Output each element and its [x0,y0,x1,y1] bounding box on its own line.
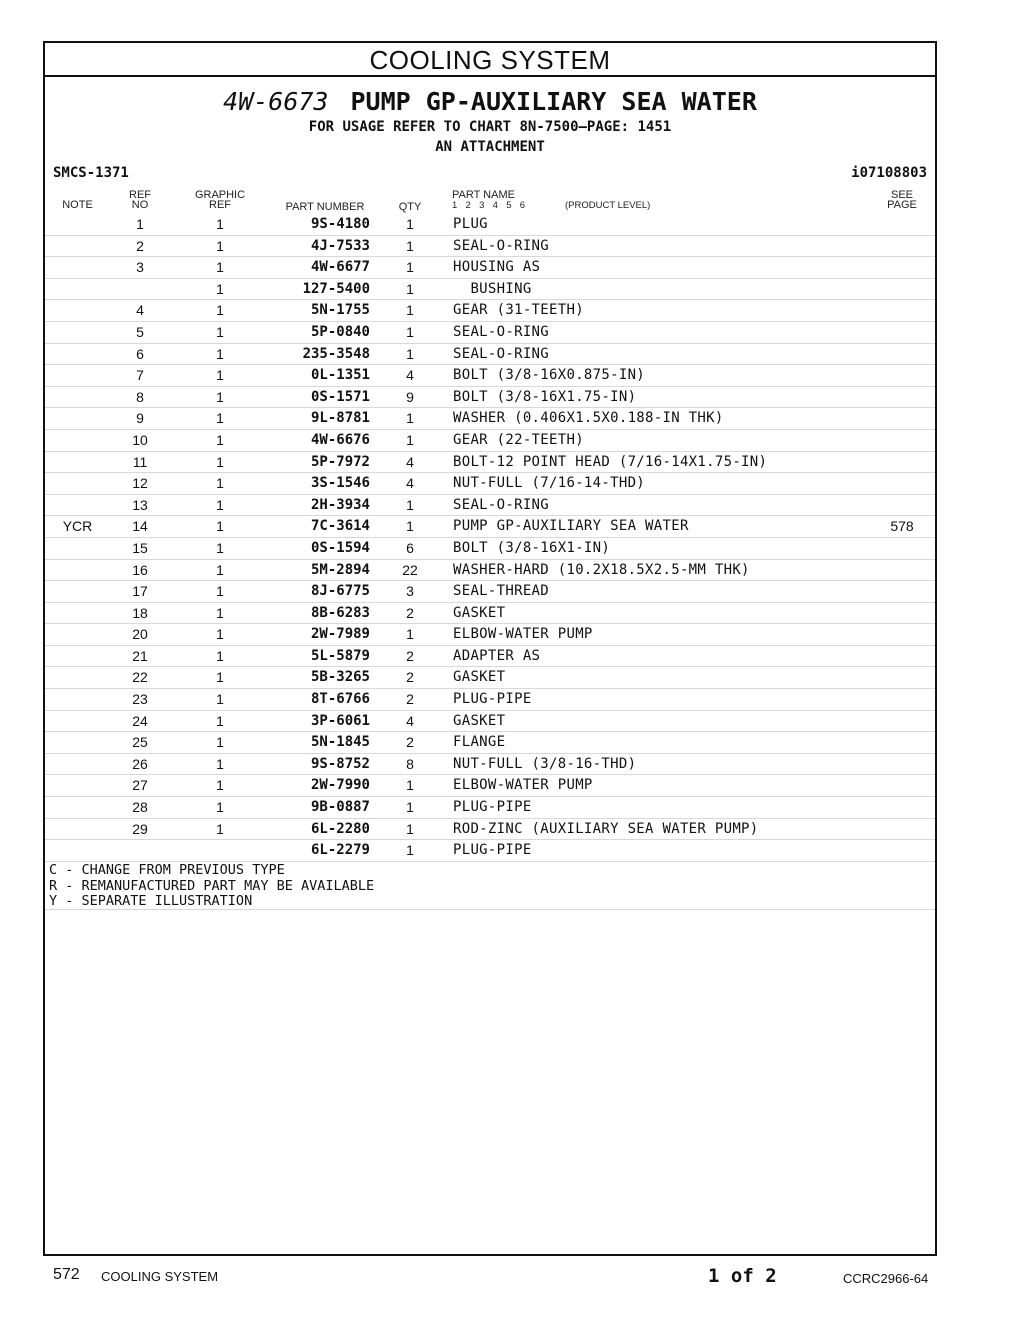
ref-no-cell: 27 [132,777,148,794]
qty-cell: 1 [406,518,414,535]
ref-no-cell: 28 [132,799,148,816]
part-name-cell: SEAL-O-RING [453,323,550,340]
table-row [45,473,935,495]
note-cell: YCR [62,518,93,535]
qty-cell: 1 [406,777,414,794]
illustration-id: i07108803 [851,165,927,181]
ref-no-cell: 1 [136,216,144,232]
part-number-cell: 5M-2894 [310,561,370,578]
qty-cell: 1 [406,410,414,427]
graphic-ref-cell: 1 [216,259,224,276]
graphic-ref-cell: 1 [216,216,224,232]
table-row [45,732,935,754]
usage-line: FOR USAGE REFER TO CHART 8N-7500—PAGE: 1451 [308,119,672,135]
part-number-cell: 9B-0887 [310,799,370,816]
part-number-cell: 3S-1546 [310,475,370,492]
ref-no-cell: 26 [132,755,148,772]
qty-cell: 1 [406,842,414,859]
qty-cell: 2 [406,604,414,621]
group-part-title: PUMP GP-AUXILIARY SEA WATER [350,87,757,116]
ref-no-cell: 2 [136,237,144,254]
ref-no-cell: 20 [132,626,148,643]
table-row [45,387,935,409]
ref-no-cell: 13 [132,496,148,513]
qty-cell: 2 [406,734,414,751]
part-name-cell: HOUSING AS [453,259,541,276]
col-part-name: PART NAME [452,189,515,201]
column-headers [45,188,935,214]
ref-no-cell: 29 [132,820,148,837]
qty-cell: 4 [406,453,414,470]
graphic-ref-cell: 1 [216,323,224,340]
part-number-cell: 2W-7990 [310,777,370,794]
part-name-cell: SEAL-O-RING [453,237,550,254]
graphic-ref-cell: 1 [216,280,224,297]
qty-cell: 2 [406,691,414,708]
graphic-ref-cell: 1 [216,367,224,384]
graphic-ref-cell: 1 [216,691,224,708]
part-number-cell: 6L-2279 [310,842,370,859]
part-name-cell: PLUG [453,216,488,232]
table-row [45,430,935,452]
part-number-cell: 2H-3934 [310,496,370,513]
table-row [45,538,935,560]
notes-divider [45,909,935,910]
part-number-cell: 235-3548 [302,345,370,362]
footer-page-number: 572 [53,1266,80,1283]
ref-no-cell: 17 [132,583,148,600]
col-graphic-ref-2: REF [209,199,231,211]
qty-cell: 4 [406,367,414,384]
qty-cell: 1 [406,345,414,362]
ref-no-cell: 4 [136,302,144,319]
table-row [45,840,935,862]
part-name-cell: BUSHING [453,280,532,297]
part-name-cell: SEAL-O-RING [453,345,550,362]
part-name-cell: BOLT (3/8-16X1-IN) [453,539,611,556]
ref-no-cell: 8 [136,388,144,405]
part-name-cell: PLUG-PIPE [453,842,532,859]
graphic-ref-cell: 1 [216,712,224,729]
graphic-ref-cell: 1 [216,518,224,535]
ref-no-cell: 7 [136,367,144,384]
ref-no-cell: 6 [136,345,144,362]
footer-doc-code: CCRC2966-64 [843,1271,929,1286]
table-row [45,603,935,625]
parts-list-frame [43,41,937,1256]
part-name-cell: BOLT (3/8-16X1.75-IN) [453,388,637,405]
qty-cell: 4 [406,475,414,492]
table-row [45,408,935,430]
qty-cell: 3 [406,583,414,600]
table-row [45,581,935,603]
col-ref-no-1: REF [129,189,151,201]
table-row [45,775,935,797]
graphic-ref-cell: 1 [216,539,224,556]
table-row [45,689,935,711]
part-number-cell: 5N-1845 [310,734,370,751]
part-number-cell: 2W-7989 [310,626,370,643]
graphic-ref-cell: 1 [216,345,224,362]
part-name-cell: SEAL-O-RING [453,496,550,513]
part-number-cell: 8J-6775 [310,583,370,600]
see-page-cell: 578 [890,518,914,535]
graphic-ref-cell: 1 [216,799,224,816]
part-number-cell: 9L-8781 [310,410,370,427]
ref-no-cell: 14 [132,518,148,535]
part-name-cell: GEAR (31-TEETH) [453,302,584,319]
qty-cell: 2 [406,669,414,686]
graphic-ref-cell: 1 [216,388,224,405]
smcs-row [53,165,927,185]
ref-no-cell: 12 [132,475,148,492]
part-number-cell: 5P-7972 [310,453,370,470]
part-number-cell: 7C-3614 [310,518,370,535]
smcs-code: SMCS-1371 [53,165,129,181]
part-number-cell: 0L-1351 [310,367,370,384]
col-note: NOTE [62,199,93,211]
ref-no-cell: 25 [132,734,148,751]
qty-cell: 1 [406,799,414,816]
table-row [45,257,935,279]
col-graphic-ref-1: GRAPHIC [194,189,246,201]
ref-no-cell: 10 [132,431,148,448]
note-line: R - REMANUFACTURED PART MAY BE AVAILABLE [49,877,375,894]
graphic-ref-cell: 1 [216,302,224,319]
part-name-cell: SEAL-THREAD [453,583,550,600]
qty-cell: 4 [406,712,414,729]
part-number-cell: 4W-6677 [310,259,370,276]
table-row [45,516,935,538]
part-name-cell: PLUG-PIPE [453,799,532,816]
graphic-ref-cell: 1 [216,453,224,470]
part-number-cell: 6L-2280 [310,820,370,837]
table-row [45,560,935,582]
note-line: Y - SEPARATE ILLUSTRATION [49,893,253,909]
qty-cell: 1 [406,302,414,319]
qty-cell: 6 [406,539,414,556]
ref-no-cell: 11 [132,453,148,470]
col-product-levels: 1 2 3 4 5 6 [452,200,527,211]
graphic-ref-cell: 1 [216,410,224,427]
graphic-ref-cell: 1 [216,475,224,492]
col-product-level-label: (PRODUCT LEVEL) [565,200,651,211]
graphic-ref-cell: 1 [216,237,224,254]
part-name-cell: BOLT-12 POINT HEAD (7/16-14X1.75-IN) [453,453,768,470]
part-number-cell: 9S-8752 [310,755,370,772]
part-name-cell: BOLT (3/8-16X0.875-IN) [453,367,646,384]
graphic-ref-cell: 1 [216,647,224,664]
qty-cell: 8 [406,755,414,772]
part-number-cell: 5N-1755 [310,302,370,319]
part-name-cell: ELBOW-WATER PUMP [453,777,593,794]
qty-cell: 1 [406,216,414,232]
part-name-cell: WASHER-HARD (10.2X18.5X2.5-MM THK) [453,561,750,578]
section-title: COOLING SYSTEM [45,43,935,77]
part-number-cell: 4W-6676 [310,431,370,448]
group-title-line [45,87,935,117]
part-number-cell: 9S-4180 [310,216,370,232]
part-number-cell: 5P-0840 [310,323,370,340]
col-see-page-1: SEE [890,189,913,201]
part-number-cell: 8B-6283 [310,604,370,621]
qty-cell: 1 [406,323,414,340]
graphic-ref-cell: 1 [216,734,224,751]
qty-cell: 1 [406,496,414,513]
table-row [45,452,935,474]
col-part-number: PART NUMBER [285,201,365,213]
part-number-cell: 4J-7533 [310,237,370,254]
graphic-ref-cell: 1 [216,669,224,686]
table-row [45,495,935,517]
part-number-cell: 0S-1571 [310,388,370,405]
table-row [45,300,935,322]
part-name-cell: NUT-FULL (3/8-16-THD) [453,755,637,772]
part-name-cell: ROD-ZINC (AUXILIARY SEA WATER PUMP) [453,820,759,837]
qty-cell: 22 [402,561,418,578]
part-name-cell: GASKET [453,712,506,729]
part-number-cell: 8T-6766 [310,691,370,708]
ref-no-cell: 21 [132,647,148,664]
part-name-cell: FLANGE [453,734,506,751]
graphic-ref-cell: 1 [216,777,224,794]
table-row [45,624,935,646]
ref-no-cell: 9 [136,410,144,427]
part-name-cell: GASKET [453,669,506,686]
table-row [45,646,935,668]
group-header [45,87,935,157]
graphic-ref-cell: 1 [216,604,224,621]
qty-cell: 2 [406,647,414,664]
parts-table [45,214,935,862]
table-row [45,236,935,258]
graphic-ref-cell: 1 [216,561,224,578]
part-name-cell: PLUG-PIPE [453,691,532,708]
table-row [45,754,935,776]
graphic-ref-cell: 1 [216,755,224,772]
table-row [45,819,935,841]
qty-cell: 1 [406,820,414,837]
table-row [45,279,935,301]
graphic-ref-cell: 1 [216,496,224,513]
graphic-ref-cell: 1 [216,820,224,837]
part-number-cell: 127-5400 [302,280,370,297]
table-row [45,322,935,344]
part-name-cell: NUT-FULL (7/16-14-THD) [453,475,646,492]
part-name-cell: PUMP GP-AUXILIARY SEA WATER [453,518,689,535]
part-name-cell: WASHER (0.406X1.5X0.188-IN THK) [453,410,724,427]
part-name-cell: GASKET [453,604,506,621]
table-row [45,214,935,236]
table-row [45,365,935,387]
footer-page-of: 1 of 2 [708,1265,777,1287]
part-name-cell: GEAR (22-TEETH) [453,431,584,448]
ref-no-cell: 3 [136,259,144,276]
ref-no-cell: 15 [132,539,148,556]
group-part-number: 4W-6673 [223,87,329,116]
graphic-ref-cell: 1 [216,583,224,600]
table-row [45,667,935,689]
footer-section: COOLING SYSTEM [101,1269,219,1284]
qty-cell: 1 [406,237,414,254]
graphic-ref-cell: 1 [216,626,224,643]
part-number-cell: 5B-3265 [310,669,370,686]
table-row [45,797,935,819]
table-row [45,711,935,733]
notes-legend [49,863,374,910]
qty-cell: 9 [406,388,414,405]
table-row [45,344,935,366]
part-name-cell: ADAPTER AS [453,647,541,664]
col-see-page-2: PAGE [887,199,917,211]
part-name-cell: ELBOW-WATER PUMP [453,626,593,643]
col-ref-no-2: NO [131,199,149,211]
ref-no-cell: 16 [132,561,148,578]
ref-no-cell: 22 [132,669,148,686]
qty-cell: 1 [406,431,414,448]
graphic-ref-cell: 1 [216,431,224,448]
qty-cell: 1 [406,280,414,297]
ref-no-cell: 23 [132,691,148,708]
ref-no-cell: 5 [136,323,144,340]
part-number-cell: 3P-6061 [310,712,370,729]
ref-no-cell: 24 [132,712,148,729]
part-number-cell: 5L-5879 [310,647,370,664]
note-line: C - CHANGE FROM PREVIOUS TYPE [49,862,285,878]
attachment-line: AN ATTACHMENT [435,139,545,155]
ref-no-cell: 18 [132,604,148,621]
qty-cell: 1 [406,626,414,643]
qty-cell: 1 [406,259,414,276]
col-qty: QTY [398,201,422,213]
part-number-cell: 0S-1594 [310,539,370,556]
